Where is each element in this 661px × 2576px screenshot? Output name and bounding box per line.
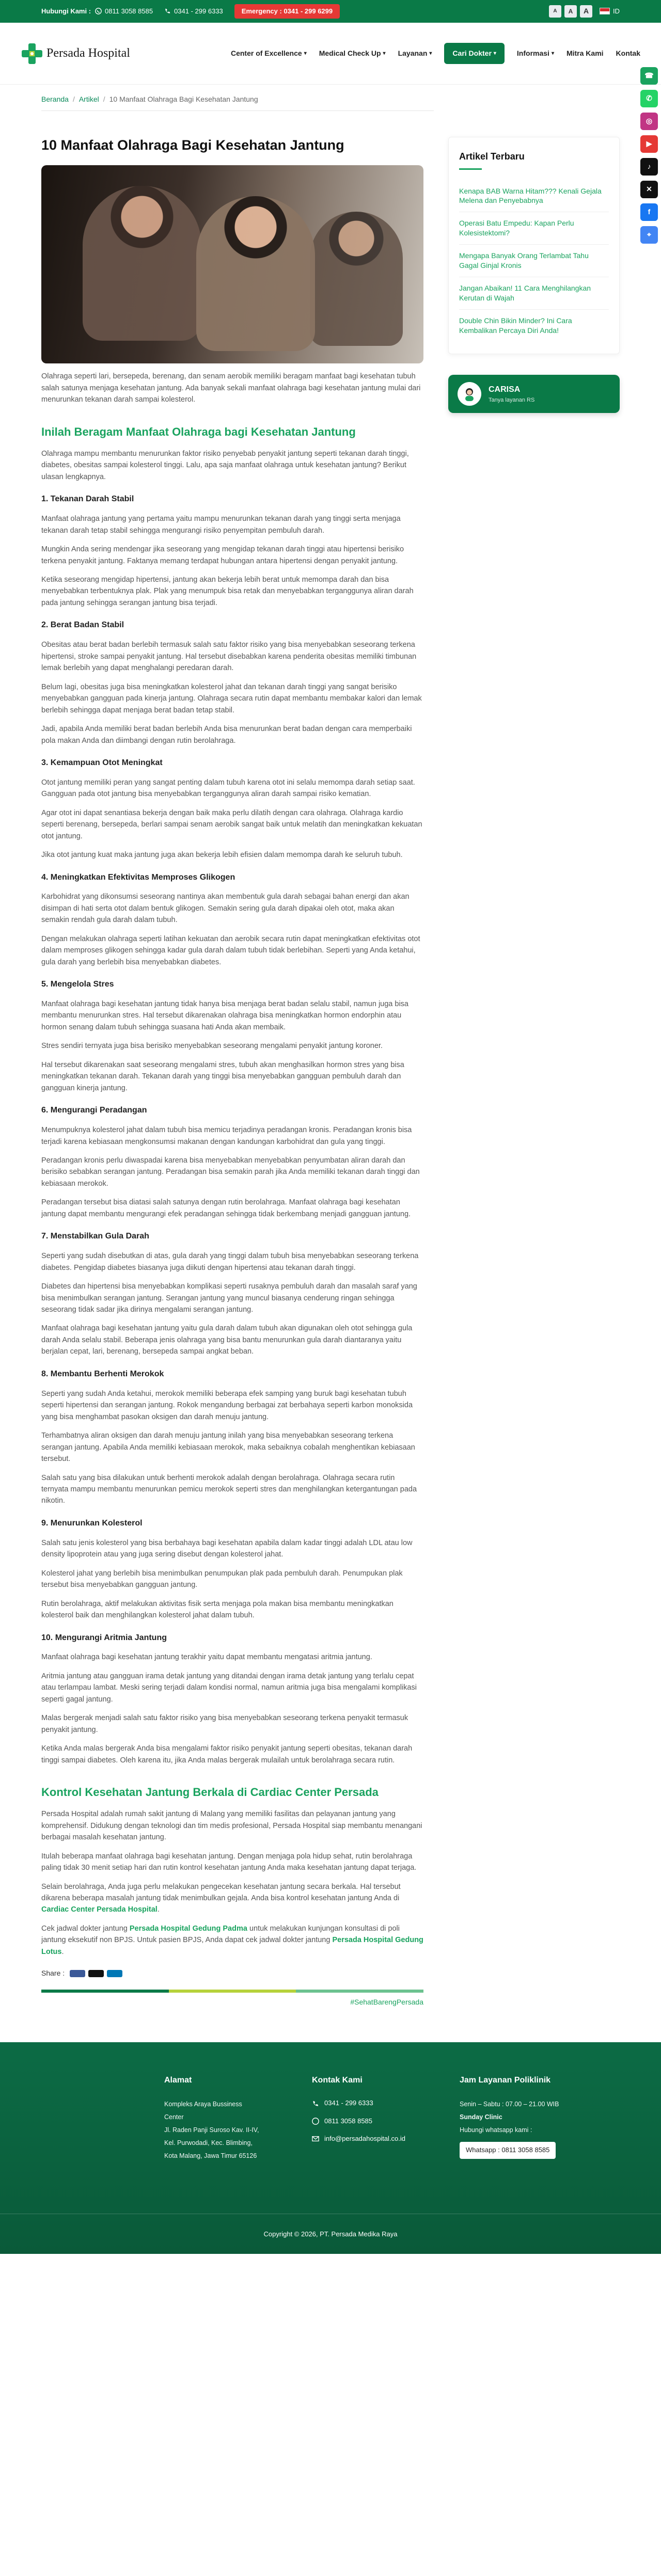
emergency-button[interactable]: Emergency : 0341 - 299 6299 bbox=[234, 4, 340, 19]
logo-text: Persada Hospital bbox=[46, 46, 130, 60]
site-logo[interactable] bbox=[21, 42, 130, 65]
article-title: 10 Manfaat Olahraga Bagi Kesehatan Jantung bbox=[41, 137, 344, 153]
hero-figure bbox=[310, 212, 403, 346]
footer-heading: Jam Layanan Poliklinik bbox=[460, 2075, 551, 2085]
youtube-float-icon[interactable]: ▶ bbox=[640, 135, 658, 153]
sidebar bbox=[448, 137, 620, 2008]
nav-label: Cari Dokter bbox=[452, 49, 492, 57]
paragraph: Ketika seseorang mengidap hipertensi, jantung akan bekerja lebih berat untuk memompa darah dan bisa menyebabkan terbentuknya plak. Plak yang menumpuk bisa retak dan menyebabkan terganggunya aliran darah pada jantung sehingga serangan jantung bisa terjadi. bbox=[41, 576, 414, 607]
title-underline bbox=[459, 168, 482, 170]
main-nav bbox=[218, 43, 640, 65]
nav-cari-dokter-button[interactable] bbox=[444, 43, 505, 65]
benefit-heading: 1. Tekanan Darah Stabil bbox=[41, 495, 134, 504]
breadcrumb-current: 10 Manfaat Olahraga Bagi Kesehatan Jantung bbox=[109, 95, 258, 103]
tiktok-float-icon[interactable]: ♪ bbox=[640, 158, 658, 176]
benefit-heading: 7. Menstabilkan Gula Darah bbox=[41, 1232, 149, 1241]
hours-line: Sunday Clinic bbox=[460, 2113, 502, 2121]
font-small-button[interactable]: A bbox=[549, 5, 561, 18]
font-medium-button[interactable]: A bbox=[564, 5, 577, 18]
paragraph: Dengan melakukan olahraga seperti latihan kekuatan dan aerobik secara rutin dapat meningkatkan efektivitas otot dalam memproses glikogen sehingga kadar gula darah dalam tubuh tidak berlebihan. Seperti yang Anda ketahui, gula darah yang berlebih bisa menyebabkan diabetes. bbox=[41, 934, 420, 966]
address-line: Jl. Raden Panji Suroso Kav. II-IV, bbox=[164, 2126, 259, 2134]
phone-contact[interactable] bbox=[164, 6, 223, 17]
phone-icon bbox=[164, 8, 171, 14]
latest-article-link[interactable]: Mengapa Banyak Orang Terlambat Tahu Gagal Ginjal Kronis bbox=[459, 245, 609, 277]
floating-social-bar bbox=[640, 67, 658, 249]
paragraph: Mungkin Anda sering mendengar jika seseorang yang mengidap tekanan darah tinggi atau hipertensi berisiko terkena penyakit jantung. Faktanya memang terdapat hubungan antara hipertensi dengan penyakit jantung. bbox=[41, 545, 404, 565]
benefits-list bbox=[41, 493, 423, 1766]
benefit-heading: 4. Meningkatkan Efektivitas Memproses Glikogen bbox=[41, 872, 235, 882]
paragraph: Manfaat olahraga bagi kesehatan jantung terakhir yaitu dapat membantu mengatasi aritmia jantung. bbox=[41, 1653, 372, 1662]
whatsapp-icon bbox=[95, 8, 102, 14]
footer-whatsapp[interactable] bbox=[312, 2116, 452, 2126]
chevron-down-icon: ▾ bbox=[429, 50, 432, 56]
breadcrumb-home[interactable]: Beranda bbox=[41, 95, 69, 103]
nav-label: Center of Excellence bbox=[230, 49, 302, 57]
share-label: Share : bbox=[41, 1969, 65, 1978]
paragraph: Seperti yang sudah Anda ketahui, merokok memiliki beberapa efek samping yang buruk bagi kesehatan tubuh seperti hipertensi dan serangan jantung. Rokok mengandung berbagai zat berbahaya seperti karbon monoksida yang bisa menghambat pasokan oksigen dan darah menuju jantung. bbox=[41, 1389, 413, 1421]
paragraph: Malas bergerak menjadi salah satu faktor risiko yang bisa menyebabkan seseorang terkena penyakit termasuk penyakit jantung. bbox=[41, 1714, 408, 1734]
topbar bbox=[0, 0, 661, 23]
site-header bbox=[0, 23, 661, 85]
whatsapp-contact[interactable] bbox=[95, 6, 153, 17]
chevron-down-icon: ▾ bbox=[493, 50, 496, 56]
paragraph bbox=[41, 1923, 423, 1958]
benefit-heading: 10. Mengurangi Aritmia Jantung bbox=[41, 1633, 167, 1642]
breadcrumb-separator: / bbox=[103, 95, 105, 103]
text-run: . bbox=[61, 1947, 64, 1956]
footer-email-text: info@persadahospital.co.id bbox=[324, 2134, 406, 2142]
paragraph: Kolesterol jahat yang berlebih bisa menimbulkan penumpukan plak pada pembuluh darah. Penumpukan plak tersebut bisa menyebabkan gangguan jantung. bbox=[41, 1569, 403, 1589]
benefit-heading: 2. Berat Badan Stabil bbox=[41, 621, 124, 630]
x-float-icon[interactable]: ✕ bbox=[640, 181, 658, 198]
paragraph: Salah satu jenis kolesterol yang bisa berbahaya bagi kesehatan apabila dalam kadar tinggi adalah LDL atau low density lipoprotein atau yang juga sering disebut dengan kolesterol jahat. bbox=[41, 1538, 413, 1559]
section-intro: Olahraga mampu membantu menurunkan faktor risiko penyebab penyakit jantung seperti tekanan darah tinggi, diabetes, obesitas sampai kolesterol tinggi. Lalu, apa saja manfaat olahraga untuk kesehatan jantung? Berikut ulasan lengkapnya. bbox=[41, 449, 409, 481]
phone-number: 0341 - 299 6333 bbox=[174, 7, 223, 15]
paragraph: Hal tersebut dikarenakan saat seseorang mengalami stres, tubuh akan menghasilkan hormon stres yang bisa meningkatkan tekanan darah. Tekanan darah yang tinggi bisa menyebabkan gangguan pembuluh darah dan gangguan kinerja jantung. bbox=[41, 1060, 404, 1092]
paragraph: Itulah beberapa manfaat olahraga bagi kesehatan jantung. Dengan menjaga pola hidup sehat, rutin berolahraga paling tidak 30 menit setiap hari dan rutin kontrol kesehatan jantung Anda maka kesehatan jantung dapat terjaga. bbox=[41, 1852, 417, 1872]
article-intro: Olahraga seperti lari, bersepeda, berenang, dan senam aerobik memiliki beragam manfaat bagi kesehatan tubuh salah satunya menjaga kesehatan jantung. Ada banyak sekali manfaat olahraga bagi kesehatan jantung mulai dari menurunkan tekanan darah sampai kolesterol. bbox=[41, 372, 421, 404]
paragraph: Manfaat olahraga jantung yang pertama yaitu mampu menurunkan tekanan darah yang tinggi serta menjaga tekanan darah tetap stabil sehingga mengurangi risiko penyempitan pembuluh darah. bbox=[41, 515, 401, 535]
footer-heading: Kontak Kami bbox=[312, 2075, 363, 2085]
nav-mitra-kami[interactable] bbox=[566, 48, 604, 59]
text-run: Cek jadwal dokter jantung bbox=[41, 1924, 130, 1933]
nav-layanan[interactable] bbox=[398, 48, 432, 59]
paragraph: Obesitas atau berat badan berlebih termasuk salah satu faktor risiko yang bisa menyebabkan seseorang terkena hipertensi, stroke sampai penyakit jantung. Hal tersebut disebabkan karena penderita obesitas memiliki timbunan lemak berlebih yang dapat menghalangi peredaran darah. bbox=[41, 641, 417, 673]
footer-address bbox=[164, 2074, 305, 2163]
nav-label: Informasi bbox=[516, 49, 549, 57]
latest-article-link[interactable]: Operasi Batu Empedu: Kapan Perlu Kolesistektomi? bbox=[459, 212, 609, 245]
paragraph: Persada Hospital adalah rumah sakit jantung di Malang yang memiliki fasilitas dan pelayanan jantung yang komprehensif. Didukung dengan teknologi dan tim medis profesional, Persada Hospital siap membantu menangani berbagai masalah kesehatan jantung. bbox=[41, 1810, 422, 1842]
latest-article-link[interactable]: Jangan Abaikan! 11 Cara Menghilangkan Kerutan di Wajah bbox=[459, 277, 609, 310]
footer-phone[interactable] bbox=[312, 2098, 452, 2108]
paragraph: Peradangan kronis perlu diwaspadai karena bisa menyebabkan menyebabkan penyumbatan aliran darah dan berisiko sebabkan serangan jantung. Peradangan bisa semakin parah jika Anda memiliki tekanan darah tinggi dan kebiasaan merokok. bbox=[41, 1156, 420, 1188]
nav-label: Layanan bbox=[398, 49, 428, 57]
site-footer bbox=[0, 2042, 661, 2254]
whatsapp-icon bbox=[312, 2118, 319, 2125]
latest-article-link[interactable]: Double Chin Bikin Minder? Ini Cara Kembalikan Percaya Diri Anda! bbox=[459, 316, 572, 335]
hero-figure bbox=[83, 186, 201, 341]
footer-phone-text: 0341 - 299 6333 bbox=[324, 2099, 373, 2107]
paragraph: Manfaat olahraga bagi kesehatan jantung yaitu gula darah dalam tubuh akan digunakan oleh otot sehingga gula darah Anda selalu stabil. Beberapa jenis olahraga yang bisa bantu menurunkan gula darah diantaranya yaitu berjalan cepat, lari, berenang, bersepeda sampai angkat beban. bbox=[41, 1324, 413, 1356]
paragraph: Manfaat olahraga bagi kesehatan jantung tidak hanya bisa menjaga berat badan selalu stabil, namun juga bisa membantu menurunkan stres. Hal tersebut dikarenakan olahraga bisa meningkatkan hormon endorphin atau hormon senang dalam tubuh sehingga suasana hati Anda akan membaik. bbox=[41, 999, 408, 1031]
paragraph: Aritmia jantung atau gangguan irama detak jantung yang ditandai dengan irama detak jantung yang terlalu cepat atau terlampau lambat. Meski sering terjadi dalam kondisi normal, namun aritmia juga bisa mengalami komplikasi seperti gagal jantung. bbox=[41, 1672, 417, 1704]
nav-label: Mitra Kami bbox=[566, 49, 604, 57]
nav-kontak[interactable] bbox=[616, 48, 640, 59]
footer-hours bbox=[460, 2074, 600, 2163]
paragraph: Rutin berolahraga, aktif melakukan aktivitas fisik serta menjaga pola makan bisa membantu meningkatkan kolesterol baik dan menghilangkan kolesterol jahat dalam tubuh. bbox=[41, 1599, 394, 1620]
contact-label: Hubungi Kami : bbox=[41, 7, 91, 15]
facebook-share-icon[interactable] bbox=[70, 1970, 85, 1977]
linkedin-share-icon[interactable] bbox=[107, 1970, 122, 1977]
paragraph: Seperti yang sudah disebutkan di atas, gula darah yang tinggi dalam tubuh bisa menyebabkan seseorang terkena diabetes. Pengidap diabetes biasanya juga diikuti dengan hipertensi atau tekanan darah tinggi. bbox=[41, 1252, 419, 1272]
facebook-float-icon[interactable]: f bbox=[640, 203, 658, 221]
paragraph: Jika otot jantung kuat maka jantung juga akan bekerja lebih efisien dalam memompa darah ke seluruh tubuh. bbox=[41, 851, 403, 860]
cardiac-center-link[interactable]: Cardiac Center Persada Hospital bbox=[41, 1905, 158, 1914]
paragraph: Salah satu yang bisa dilakukan untuk berhenti merokok adalah dengan berolahraga. Olahraga secara rutin ternyata mampu membantu menurunkan pemicu merokok seperti stres dan menghilangkan ketergantungan pada nikotin. bbox=[41, 1473, 417, 1505]
paragraph: Diabetes dan hipertensi bisa menyebabkan komplikasi seperti rusaknya pembuluh darah dan masalah saraf yang bisa menimbulkan serangan jantung. Serangan jantung yang muncul biasanya cenderung ringan sehingga seseorang tidak sadar jika dirinya mengalami serangan jantung. bbox=[41, 1282, 417, 1314]
text-run: untuk melakukan kunjungan konsultasi di poli jantung eksekutif non BPJS. Untuk pasien BPJS, Anda dapat cek jadwal dokter jantung bbox=[41, 1924, 400, 1945]
breadcrumb bbox=[41, 94, 434, 111]
article-hero-image bbox=[41, 165, 423, 363]
chatbot-subtitle: Tanya layanan RS bbox=[489, 397, 535, 404]
benefit-heading: 8. Membantu Berhenti Merokok bbox=[41, 1369, 164, 1378]
latest-articles-card bbox=[448, 137, 620, 355]
whatsapp-float-icon[interactable]: ✆ bbox=[640, 90, 658, 107]
paragraph: Otot jantung memiliki peran yang sangat penting dalam tubuh karena otot ini selalu memompa darah setiap saat. Gangguan pada otot jantung bisa menyebabkan terganggunya aliran darah sampai risiko kematian. bbox=[41, 778, 415, 799]
paragraph: Belum lagi, obesitas juga bisa meningkatkan kolesterol jahat dan tekanan darah tinggi yang sangat berisiko menyebabkan gangguan pada kinerja jantung. Olahraga secara rutin dapat membantu membakar kalori dan lemak berlebih sehingga dapat menjaga berat badan tetap stabil. bbox=[41, 682, 422, 714]
chatbot-avatar-icon bbox=[458, 382, 481, 406]
sidebar-title: Artikel Terbaru bbox=[459, 151, 525, 162]
indonesia-flag-icon bbox=[600, 8, 610, 14]
x-share-icon[interactable] bbox=[88, 1970, 104, 1977]
article-main bbox=[41, 137, 423, 2008]
language-label: ID bbox=[613, 7, 620, 15]
breadcrumb-section[interactable]: Artikel bbox=[78, 95, 99, 103]
footer-whatsapp-text: 0811 3058 8585 bbox=[324, 2117, 373, 2125]
section-heading: Inilah Beragam Manfaat Olahraga bagi Kesehatan Jantung bbox=[41, 425, 356, 438]
text-run: Selain berolahraga, Anda juga perlu melakukan pengecekan kesehatan jantung secara berkala. Hal tersebut dikarena beberapa masalah jantung tidak menimbulkan gejala. Anda bisa kontrol kesehatan jantung Anda di bbox=[41, 1882, 401, 1902]
color-divider bbox=[41, 1990, 423, 1993]
footer-heading: Alamat bbox=[164, 2075, 192, 2085]
address-line: Kel. Purwodadi, Kec. Blimbing, bbox=[164, 2139, 253, 2147]
text-run: . bbox=[157, 1905, 160, 1914]
address-line: Center bbox=[164, 2113, 184, 2121]
chatbot-name: CARISA bbox=[489, 385, 521, 394]
nav-label: Kontak bbox=[616, 49, 640, 57]
address-line: Kompleks Araya Bussiness bbox=[164, 2101, 242, 2108]
paragraph bbox=[41, 1881, 423, 1916]
paragraph: Menumpuknya kolesterol jahat dalam tubuh bisa memicu terjadinya peradangan kronis. Peradangan kronis bisa terjadi karena kebiasaan mengkonsumsi makanan dengan kandungan karbohidrat dan gula yang tinggi. bbox=[41, 1126, 412, 1146]
carisa-chat-widget[interactable] bbox=[448, 375, 620, 413]
latest-article-link[interactable]: Kenapa BAB Warna Hitam??? Kenali Gejala Melena dan Penyebabnya bbox=[459, 180, 609, 213]
paragraph: Peradangan tersebut bisa diatasi salah satunya dengan rutin berolahraga. Manfaat olahraga bagi kesehatan jantung dapat membantu mengurangi efek peradangan sehingga tidak berkembang menjadi gangguan jantung. bbox=[41, 1198, 411, 1218]
hero-figure bbox=[196, 196, 315, 351]
map-pin-float-icon[interactable]: ⌖ bbox=[640, 226, 658, 244]
paragraph: Ketika Anda malas bergerak Anda bisa mengalami faktor risiko penyakit jantung seperti obesitas, tekanan darah tinggi sampai diabetes. Oleh karena itu, jika Anda malas bergerak mulailah untuk berolahraga secara rutin. bbox=[41, 1744, 413, 1764]
hours-line: Senin – Sabtu : 07.00 – 21.00 WIB bbox=[460, 2101, 559, 2108]
hashtag: #SehatBarengPersada bbox=[350, 1998, 423, 2006]
mail-icon bbox=[312, 2135, 319, 2142]
nav-label: Medical Check Up bbox=[319, 49, 381, 57]
copyright: Copyright © 2026, PT. Persada Medika Raya bbox=[263, 2230, 398, 2238]
hospital-cross-logo-icon bbox=[21, 42, 43, 65]
nav-center-of-excellence[interactable] bbox=[231, 48, 307, 59]
language-switch[interactable] bbox=[600, 6, 620, 17]
benefit-heading: 9. Menurunkan Kolesterol bbox=[41, 1518, 143, 1528]
gedung-lotus-link[interactable]: Persada Hospital Gedung Lotus bbox=[41, 1936, 423, 1956]
benefit-heading: 5. Mengelola Stres bbox=[41, 980, 114, 989]
section-heading: Kontrol Kesehatan Jantung Berkala di Cardiac Center Persada bbox=[41, 1786, 379, 1799]
phone-icon bbox=[312, 2100, 319, 2107]
paragraph: Stres sendiri ternyata juga bisa berisiko menyebabkan seseorang mengalami penyakit jantung koroner. bbox=[41, 1042, 383, 1051]
footer-contact bbox=[312, 2074, 452, 2163]
chevron-down-icon: ▾ bbox=[383, 50, 386, 56]
breadcrumb-separator: / bbox=[72, 95, 75, 103]
benefit-heading: 3. Kemampuan Otot Meningkat bbox=[41, 758, 163, 767]
share-row bbox=[41, 1968, 423, 1979]
content-container bbox=[0, 137, 661, 2008]
benefit-heading: 6. Mengurangi Peradangan bbox=[41, 1106, 147, 1115]
font-large-button[interactable]: A bbox=[580, 5, 592, 18]
paragraph: Jadi, apabila Anda memiliki berat badan berlebih Anda bisa menurunkan berat badan dengan cara memperbaiki pola makan Anda dan diimbangi dengan rutin berolahraga. bbox=[41, 725, 412, 745]
nav-medical-check-up[interactable] bbox=[319, 48, 386, 59]
phone-float-icon[interactable]: ☎ bbox=[640, 67, 658, 85]
gedung-padma-link[interactable]: Persada Hospital Gedung Padma bbox=[129, 1924, 247, 1933]
paragraph: Karbohidrat yang dikonsumsi seseorang nantinya akan membentuk gula darah sebagai bahan energi dan akan disimpan di hati serta otot dalam bentuk glikogen. Semakin sering gula darah dipakai oleh otot, maka akan semakin rendah gula darah dalam tubuh. bbox=[41, 893, 410, 925]
instagram-float-icon[interactable]: ◎ bbox=[640, 113, 658, 130]
whatsapp-button[interactable]: Whatsapp : 0811 3058 8585 bbox=[460, 2142, 556, 2158]
paragraph: Terhambatnya aliran oksigen dan darah menuju jantung inilah yang bisa menyebabkan seseorang terkena serangan jantung. Apabila Anda memiliki kebiasaan merokok, maka sebaiknya cobalah menghentikan kebiasaan tersebut. bbox=[41, 1432, 415, 1464]
nav-informasi[interactable] bbox=[517, 48, 554, 59]
chevron-down-icon: ▾ bbox=[304, 50, 307, 56]
hours-line: Hubungi whatsapp kami : bbox=[460, 2126, 532, 2134]
address-line: Kota Malang, Jawa Timur 65126 bbox=[164, 2152, 257, 2160]
whatsapp-number: 0811 3058 8585 bbox=[105, 7, 153, 15]
footer-email[interactable] bbox=[312, 2134, 452, 2144]
chevron-down-icon: ▾ bbox=[551, 50, 554, 56]
paragraph: Agar otot ini dapat senantiasa bekerja dengan baik maka perlu dilatih dengan cara olahraga. Olahraga kardio seperti berenang, bersepeda, berlari sampai senam aerobik sangat baik untuk melatih dan meningkatkan kekuatan otot jantung. bbox=[41, 808, 422, 840]
